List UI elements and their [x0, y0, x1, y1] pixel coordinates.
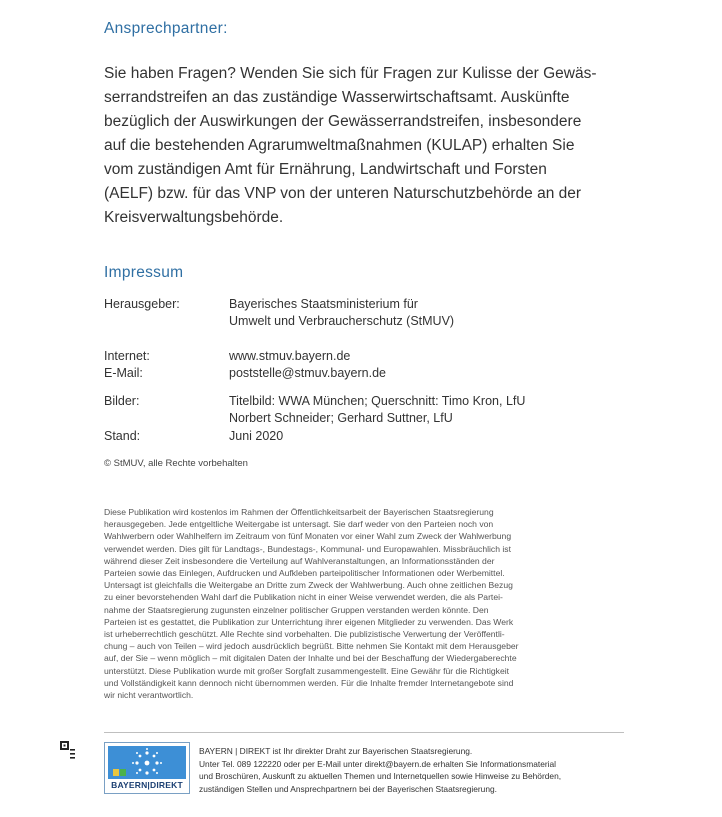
internet-link[interactable]: www.stmuv.bayern.de	[229, 349, 351, 363]
disclaimer-line: während dieser Zeit insbesondere die Verteilung auf Wahlveranstaltungen, an Informationsständen der	[104, 555, 495, 566]
contact-line: Kreisverwaltungsbehörde.	[104, 209, 284, 226]
footer-line: Unter Tel. 089 122220 oder per E-Mail unter direkt@bayern.de erhalten Sie Informationsmaterial	[199, 758, 557, 769]
disclaimer-line: zu einer bevorstehenden Wahl darf die Publikation nicht in einer Weise verwendet werden, die als Partei-	[104, 592, 503, 603]
stand-value: Juni 2020	[229, 429, 284, 443]
contact-line: serrandstreifen an das zuständige Wasserwirtschaftsamt. Auskünfte	[104, 89, 570, 106]
disclaimer-line: Parteien ist es gestattet, die Publikation zur Unterrichtung ihrer eigenen Mitglieder zu verwenden. Das Werk	[104, 616, 514, 627]
impressum-heading: Impressum	[104, 264, 184, 281]
copyright-notice: © StMUV, alle Rechte vorbehalten	[104, 458, 248, 469]
disclaimer-line: und Vollständigkeit kann dennoch nicht übernommen werden. Für die Inhalte fremder Internetangebote sind	[104, 677, 514, 688]
disclaimer-line: unterstützt. Diese Publikation wurde mit großer Sorgfalt zusammengestellt. Eine Gewähr für die Richtigkeit	[104, 665, 510, 676]
disclaimer-line: nahme der Staatsregierung zugunsten einzelner politischer Gruppen verstanden werden könnte. Den	[104, 604, 489, 615]
herausgeber-label: Herausgeber:	[104, 297, 180, 311]
contact-line: auf die bestehenden Agrarumweltmaßnahmen (KULAP) erhalten Sie	[104, 137, 575, 154]
email-label: E-Mail:	[104, 366, 143, 380]
footer-line: zuständigen Stellen und Ansprechpartnern bei der Bayerischen Staatsregierung.	[199, 783, 497, 794]
stand-label: Stand:	[104, 429, 141, 443]
contact-line: (AELF) bzw. für das VNP von der unteren Naturschutzbehörde an der	[104, 185, 582, 202]
bilder-label: Bilder:	[104, 394, 140, 408]
herausgeber-value: Umwelt und Verbraucherschutz (StMUV)	[229, 314, 455, 328]
logo-brand-text: BAYERN|DIREKT	[111, 780, 183, 790]
disclaimer-line: wir nicht verantwortlich.	[104, 690, 194, 701]
internet-label: Internet:	[104, 349, 150, 363]
disclaimer-line: auf, der Sie – wenn möglich – mit digitalen Daten der Inhalte und bei der Beschaffung der Wiedergaberechte	[104, 653, 517, 664]
contact-line: Sie haben Fragen? Wenden Sie sich für Fragen zur Kulisse der Gewäs-	[104, 65, 597, 82]
contact-line: bezüglich der Auswirkungen der Gewässerrandstreifen, insbesondere	[104, 113, 582, 130]
document-marker-icon	[59, 740, 77, 766]
disclaimer-line: herausgegeben. Jede entgeltliche Weitergabe ist untersagt. Sie darf weder von den Parteien noch von	[104, 519, 494, 530]
footer-line: BAYERN | DIREKT ist Ihr direkter Draht zur Bayerischen Staatsregierung.	[199, 746, 473, 756]
disclaimer-line: verwendet werden. Dies gilt für Landtags-, Bundestags-, Kommunal- und Europawahlen. Missbräuchlich ist	[104, 543, 511, 554]
disclaimer-line: ist urheberrechtlich geschützt. Alle Rechte sind vorbehalten. Die publizistische Verwertung der Veröffentli-	[104, 629, 505, 640]
bayern-direkt-logo	[104, 742, 190, 794]
contact-paragraph	[104, 62, 634, 230]
footer-divider	[104, 732, 624, 733]
logo-sky	[108, 746, 186, 779]
contact-heading: Ansprechpartner:	[104, 20, 228, 37]
disclaimer-line: Parteien sowie das Einlegen, Aufdrucken und Aufkleben parteipolitischer Informationen oder Werbemittel.	[104, 568, 505, 579]
herausgeber-value: Bayerisches Staatsministerium für	[229, 297, 418, 311]
footer-line: und Broschüren, Auskunft zu aktuellen Themen und Internetquellen sowie Hinweise zu Behörden,	[199, 771, 562, 781]
bilder-value: Norbert Schneider; Gerhard Suttner, LfU	[229, 411, 453, 425]
disclaimer-line: Wahlwerbern oder Wahlhelfern im Zeitraum von fünf Monaten vor einer Wahl zum Zweck der Wahlwerbung	[104, 531, 512, 542]
bilder-value: Titelbild: WWA München; Querschnitt: Timo Kron, LfU	[229, 394, 526, 408]
disclaimer-line: Untersagt ist gleichfalls die Weitergabe an Dritte zum Zweck der Wahlwerbung. Auch ohne zeitlichen Bezug	[104, 580, 513, 591]
bayern-direkt-info	[199, 745, 561, 795]
disclaimer-line: Diese Publikation wird kostenlos im Rahmen der Öffentlichkeitsarbeit der Bayerischen Staatsregierung	[104, 507, 494, 517]
sunburst-icon	[108, 746, 186, 779]
disclaimer-paragraph	[104, 506, 624, 701]
contact-line: vom zuständigen Amt für Ernährung, Landwirtschaft und Forsten	[104, 161, 547, 178]
disclaimer-line: chung – auch von Teilen – wird jedoch ausdrücklich begrüßt. Bitte nehmen Sie Kontakt mit dem Herausgeber	[104, 641, 519, 652]
email-link[interactable]: poststelle@stmuv.bayern.de	[229, 366, 386, 380]
